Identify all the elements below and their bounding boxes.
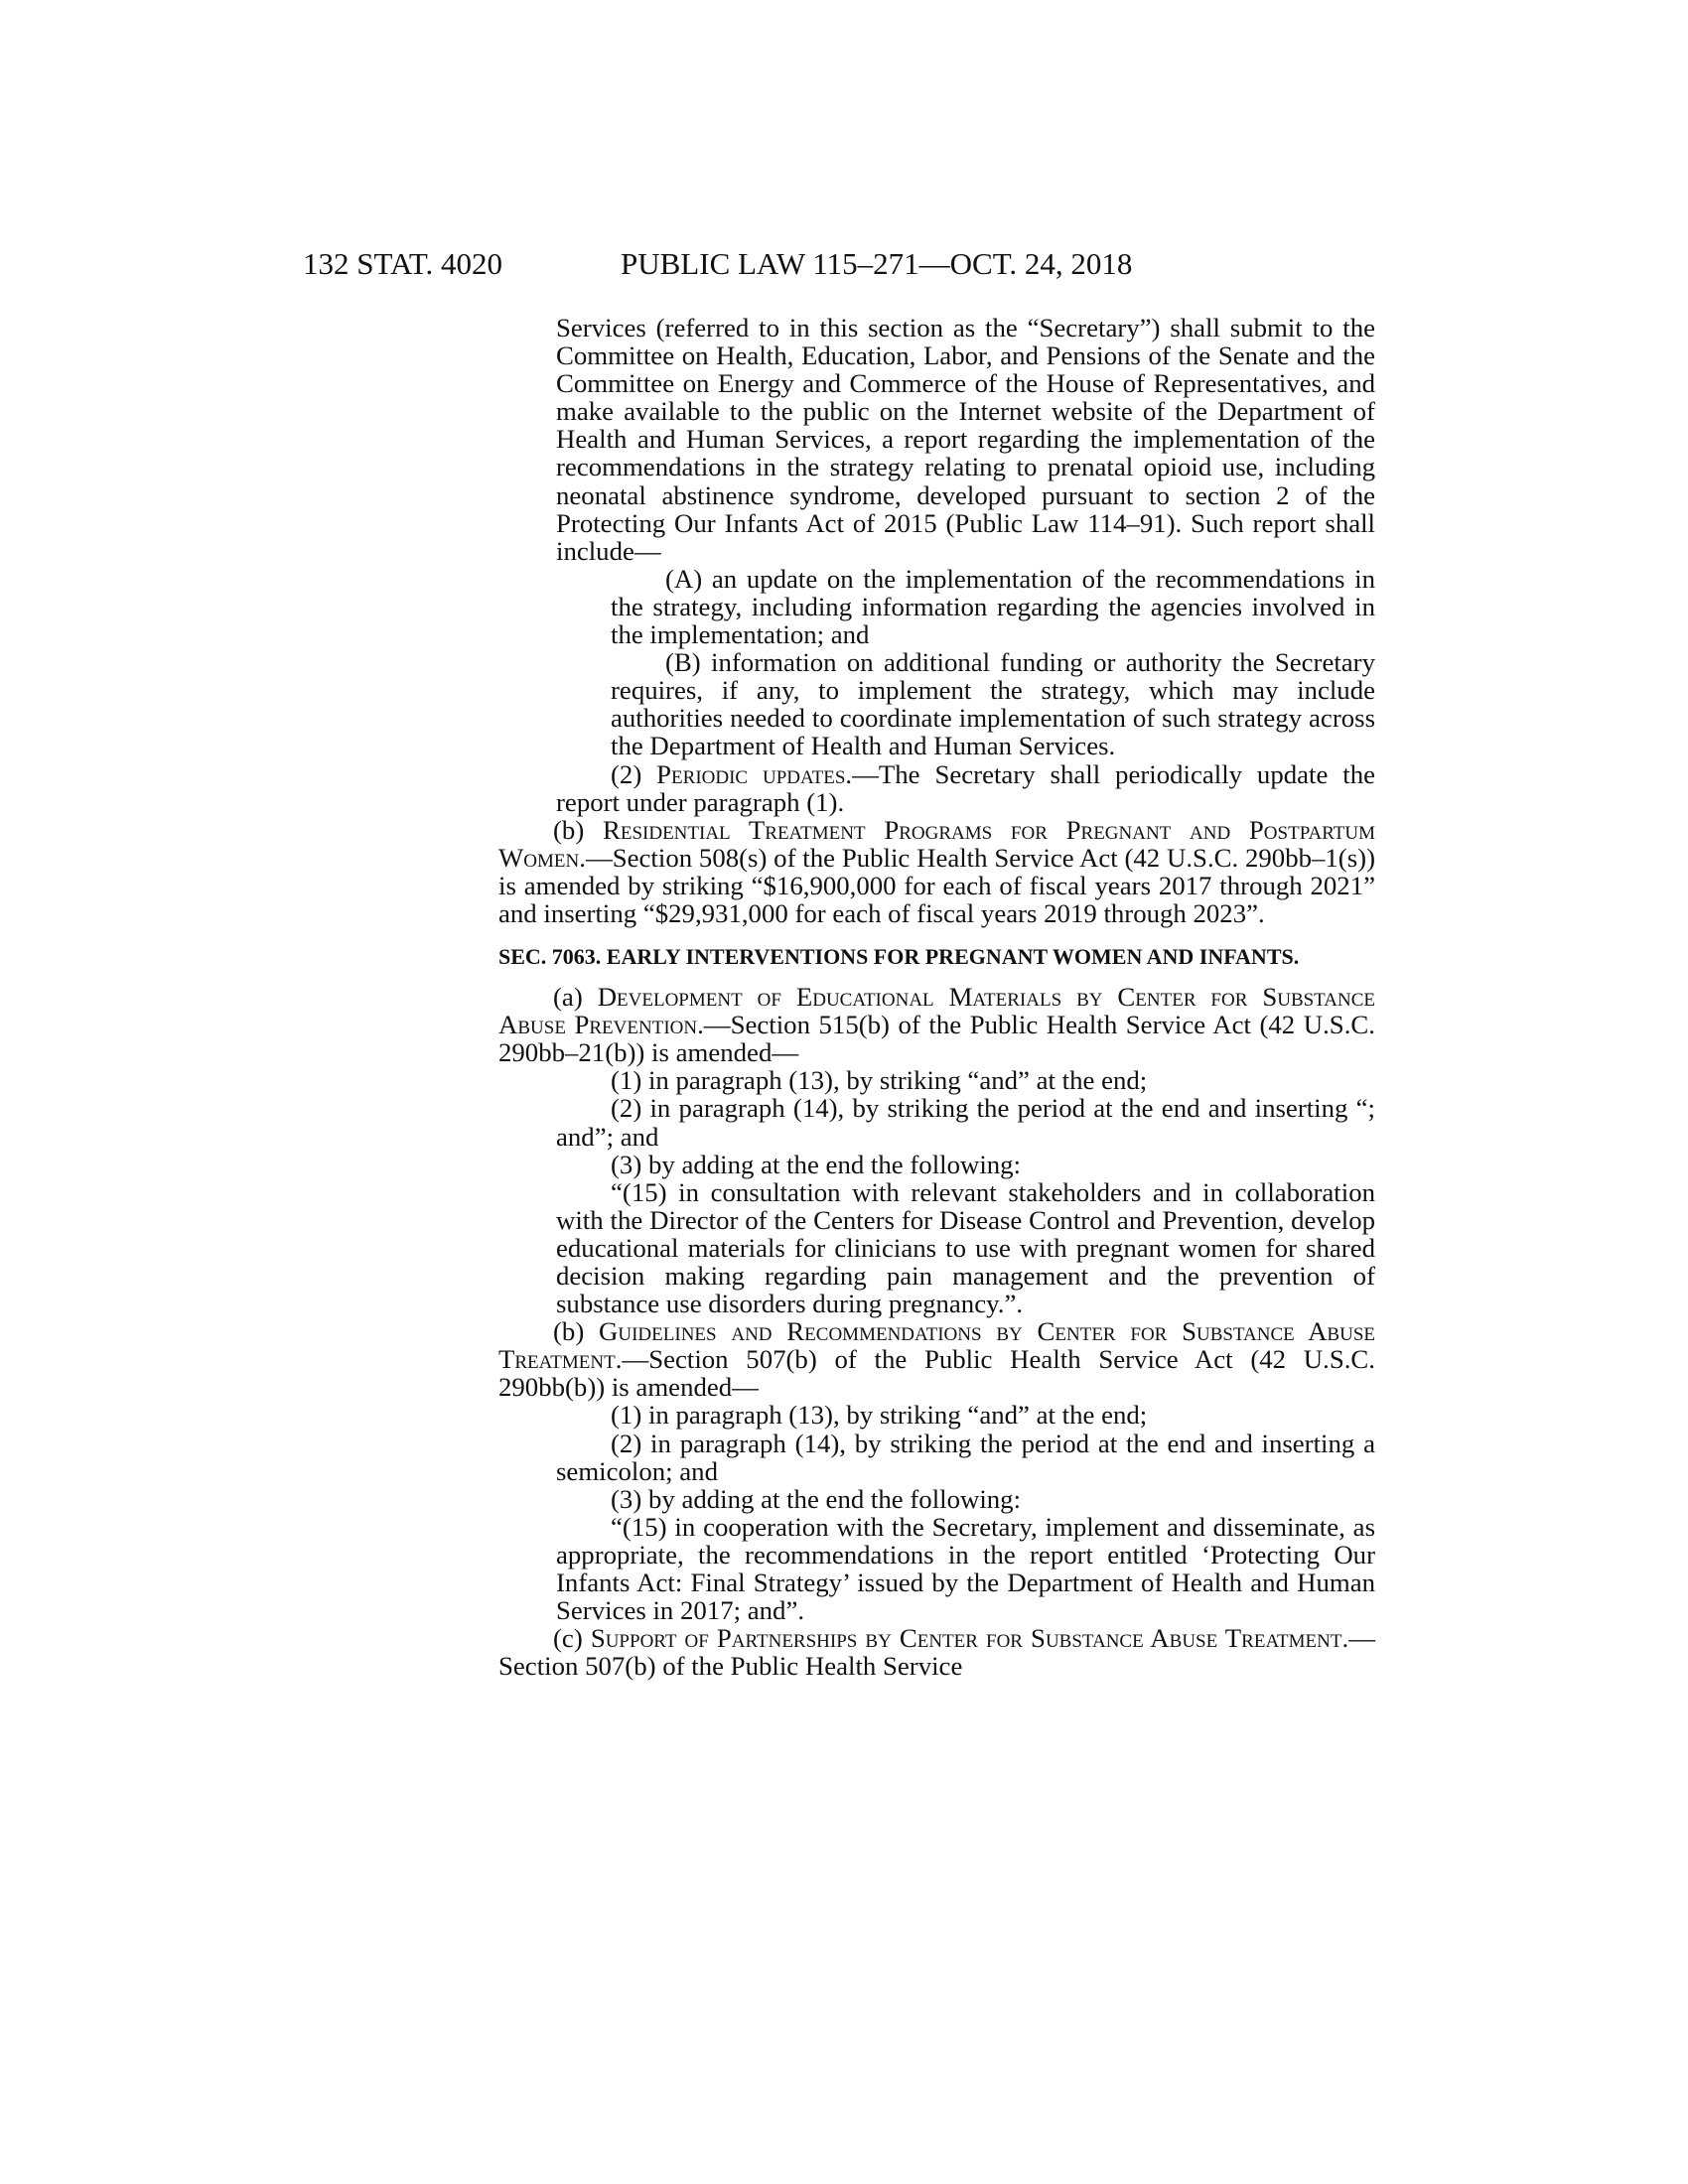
subsection-text: .—Section 508(s) of the Public Health Service Act (42 U.S.C. 290bb–1(s)) is amended by striking “$16,900,000 for each of fiscal years 2017 through 2021” and inserting “$29,931,000 for each of fiscal years 2019 through 2023”. <box>498 842 1375 928</box>
paragraph-report-requirement: Services (referred to in this section as the “Secretary”) shall submit to the Committee on Health, Education, Labor, and Pensions of the Senate and the Committee on Energy and Commerce of the House of Representatives, and make available to the public on the Internet website of the Department of Health and Human Services, a report regarding the implementation of the recommendations in the strategy relating to prenatal opioid use, including neonatal abstinence syndrome, developed pursuant to section 2 of the Protecting Our Infants Act of 2015 (Public Law 114–91). Such report shall include— <box>556 313 1375 566</box>
amendment-item-2: (2) in paragraph (14), by striking the period at the end and inserting a semicolon; and <box>556 1428 1375 1486</box>
amendment-item-2: (2) in paragraph (14), by striking the period at the end and inserting “; and”; and <box>556 1093 1375 1152</box>
subsection-number: (c) <box>553 1623 583 1654</box>
paragraph-2-periodic-updates <box>498 760 1375 816</box>
section-title: EARLY INTERVENTIONS FOR PREGNANT WOMEN AND INFANTS. <box>606 944 1300 970</box>
paragraph-text: .—The Secretary shall periodically update the report under paragraph (1). <box>556 758 1376 817</box>
subsection-text: .—Section 507(b) of the Public Health Service Act (42 U.S.C. 290bb(b)) is amended— <box>498 1344 1375 1403</box>
amendment-item-1: (1) in paragraph (13), by striking “and” at the end; <box>611 1065 1148 1096</box>
amendment-item-1: (1) in paragraph (13), by striking “and” at the end; <box>611 1400 1148 1431</box>
subsection-b-guidelines <box>498 1317 1375 1401</box>
section-heading <box>498 943 1375 971</box>
subsection-heading: Support of Partnerships by Center for Substance Abuse Treatment <box>590 1623 1342 1654</box>
subsection-number: (a) <box>553 982 583 1013</box>
subsection-text: .—Section 507(b) of the Public Health Service <box>498 1623 1375 1682</box>
section-number: SEC. 7063. <box>498 944 607 970</box>
document-body <box>498 314 1375 1680</box>
statute-page-citation: 132 STAT. 4020 <box>303 246 503 281</box>
subparagraph-b: (B) information on additional funding or authority the Secretary requires, if any, to implement the strategy, which may include authorities needed to coordinate implementation of such strategy across the Department of Health and Human Services. <box>611 647 1375 761</box>
amendment-item-3: (3) by adding at the end the following: <box>611 1483 1022 1514</box>
subsection-heading: Guidelines and Recommendations by Center for Substance Abuse Treatment <box>498 1316 1375 1375</box>
subsection-heading: Residential Treatment Programs for Pregnant and Postpartum Women <box>498 814 1375 873</box>
subsection-number: (b) <box>553 1316 585 1347</box>
paragraph-heading: Periodic updates <box>656 758 846 789</box>
subsection-text: .—Section 515(b) of the Public Health Service Act (42 U.S.C. 290bb–21(b)) is amended— <box>498 1010 1375 1068</box>
subsection-a-educational-materials <box>498 983 1375 1066</box>
quoted-paragraph-15: “(15) in consultation with relevant stakeholders and in collaboration with the Director of the Centers for Disease Control and Prevention, develop educational materials for clinicians to use with pregnant women for shared decision making regarding pain management and the prevention of substance use disorders during pregnancy.”. <box>556 1176 1375 1319</box>
subsection-heading: Development of Educational Materials by Center for Substance Abuse Prevention <box>498 982 1375 1040</box>
public-law-citation: PUBLIC LAW 115–271—OCT. 24, 2018 <box>621 246 1133 281</box>
quoted-paragraph-15: “(15) in cooperation with the Secretary, implement and disseminate, as appropriate, the recommendations in the report entitled ‘Protecting Our Infants Act: Final Strategy’ issued by the Department of Health and Human Services in 2017; and”. <box>556 1511 1375 1626</box>
subsection-c-partnerships <box>498 1624 1375 1680</box>
running-head <box>303 246 1355 286</box>
subparagraph-a: (A) an update on the implementation of the recommendations in the strategy, including information regarding the agencies involved in the implementation; and <box>611 563 1375 650</box>
amendment-item-3: (3) by adding at the end the following: <box>611 1149 1022 1179</box>
paragraph-number: (2) <box>611 758 642 789</box>
subsection-number: (b) <box>553 814 585 845</box>
subsection-b-residential-treatment <box>498 816 1375 927</box>
